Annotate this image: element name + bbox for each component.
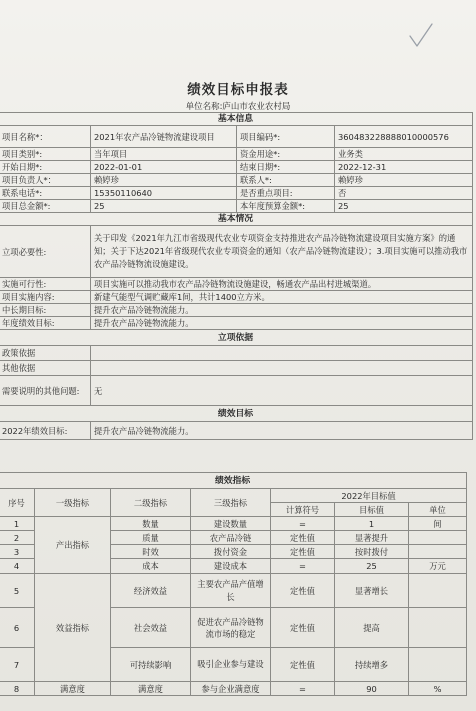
- unit-name: 单位名称:庐山市农业农村局: [185, 102, 291, 112]
- field-value: 业务类: [335, 148, 473, 161]
- cell-unit: %: [409, 682, 467, 696]
- field-value: 提升农产品冷链物流能力。: [91, 304, 473, 317]
- field-value: [91, 361, 473, 376]
- field-value: 2021年农产品冷链物流建设项目: [91, 126, 237, 148]
- field-value: 当年项目: [91, 148, 237, 161]
- cell-level3: 建设成本: [191, 559, 271, 574]
- cell-unit: 间: [409, 517, 467, 531]
- cell-seq: 6: [0, 608, 35, 648]
- cell-level2: 质量: [111, 531, 191, 545]
- cell-value: 持续增多: [335, 648, 409, 682]
- field-label: 政策依据: [0, 346, 91, 361]
- section-performance-goal: 绩效目标: [0, 406, 473, 422]
- cell-symbol: 定性值: [271, 545, 335, 559]
- section-indicators: 绩效指标: [0, 473, 467, 489]
- cell-unit: [409, 574, 467, 608]
- indicators-table: [0, 472, 467, 696]
- cell-unit: [409, 608, 467, 648]
- table-row: [0, 682, 467, 696]
- header-level3: 三级指标: [191, 489, 271, 517]
- field-label: 项目总金额*:: [0, 200, 91, 213]
- field-label: 资金用途*:: [237, 148, 335, 161]
- field-value: 360483228888010000576: [335, 126, 473, 148]
- cell-symbol: =: [271, 559, 335, 574]
- cell-seq: 8: [0, 682, 35, 696]
- field-value: 赖婷珍: [91, 174, 237, 187]
- cell-value: 显著提升: [335, 531, 409, 545]
- cell-level1: 满意度: [35, 682, 111, 696]
- cell-value: 25: [335, 559, 409, 574]
- field-label: 立项必要性:: [0, 226, 91, 278]
- cell-level2: 时效: [111, 545, 191, 559]
- header-seq: 序号: [0, 489, 35, 517]
- cell-seq: 3: [0, 545, 35, 559]
- field-label: 是否重点项目:: [237, 187, 335, 200]
- cell-symbol: 定性值: [271, 648, 335, 682]
- field-value: 赖婷珍: [335, 174, 473, 187]
- cell-value: 提高: [335, 608, 409, 648]
- cell-unit: [409, 531, 467, 545]
- field-value: 25: [91, 200, 237, 213]
- field-value: 否: [335, 187, 473, 200]
- cell-level3: 建设数量: [191, 517, 271, 531]
- header-level2: 二级指标: [111, 489, 191, 517]
- cell-symbol: 定性值: [271, 574, 335, 608]
- field-value: 项目实施可以推动我市农产品冷链物流设施建设，畅通农产品出村进城渠道。: [91, 278, 473, 291]
- table-row: [0, 574, 467, 608]
- header-target: 2022年目标值: [271, 489, 467, 503]
- section-basic-info: 基本信息: [0, 113, 473, 126]
- field-label: 需要说明的其他问题:: [0, 376, 91, 406]
- cell-seq: 7: [0, 648, 35, 682]
- field-value: 2022-01-01: [91, 161, 237, 174]
- cell-level2: 数量: [111, 517, 191, 531]
- field-label: 2022年绩效目标:: [0, 422, 91, 440]
- cell-seq: 2: [0, 531, 35, 545]
- cell-level3: 促进农产品冷链物流市场的稳定: [191, 608, 271, 648]
- header-level1: 一级指标: [35, 489, 111, 517]
- cell-unit: [409, 648, 467, 682]
- cell-level3: 拨付资金: [191, 545, 271, 559]
- cell-symbol: 定性值: [271, 608, 335, 648]
- field-value: 新建气能型气调贮藏库1间，共计1400立方米。: [91, 291, 473, 304]
- cell-unit: 万元: [409, 559, 467, 574]
- form-title: 绩效目标申报表: [187, 82, 289, 98]
- cell-level3: 吸引企业参与建设: [191, 648, 271, 682]
- cell-level1: 效益指标: [35, 574, 111, 682]
- cell-symbol: =: [271, 517, 335, 531]
- cell-value: 1: [335, 517, 409, 531]
- cell-level2: 满意度: [111, 682, 191, 696]
- field-value: 提升农产品冷链物流能力。: [91, 422, 473, 440]
- field-label: 实施可行性:: [0, 278, 91, 291]
- field-value: 25: [335, 200, 473, 213]
- checkmark-icon: [408, 22, 434, 50]
- cell-seq: 4: [0, 559, 35, 574]
- cell-value: 90: [335, 682, 409, 696]
- field-label: 结束日期*:: [237, 161, 335, 174]
- cell-symbol: 定性值: [271, 531, 335, 545]
- cell-level3: 主要农产品产值增长: [191, 574, 271, 608]
- cell-level2: 经济效益: [111, 574, 191, 608]
- field-label: 其他依据: [0, 361, 91, 376]
- table-row: [0, 517, 467, 531]
- field-label: 年度绩效目标:: [0, 317, 91, 330]
- section-basis: 立项依据: [0, 330, 473, 346]
- field-label: 项目编码*:: [237, 126, 335, 148]
- cell-seq: 5: [0, 574, 35, 608]
- field-value: 无: [91, 376, 473, 406]
- field-value: [91, 346, 473, 361]
- field-label: 本年度预算金额*:: [237, 200, 335, 213]
- cell-seq: 1: [0, 517, 35, 531]
- field-value: 关于印发《2021年九江市省级现代农业专项资金支持推进农产品冷链物流建设项目实施方案》的通知；关于下达2021年省级现代农业专项资金的通知（农产品冷链物流建设）；3.项目实施可以推动我市农产品冷链物流设施建设。: [91, 226, 473, 278]
- field-value: 15350110640: [91, 187, 237, 200]
- cell-value: 按时拨付: [335, 545, 409, 559]
- cell-unit: [409, 545, 467, 559]
- cell-level1: 产出指标: [35, 517, 111, 574]
- field-label: 项目负责人*：: [0, 174, 91, 187]
- field-label: 联系电话*:: [0, 187, 91, 200]
- basic-info-table: [0, 112, 473, 440]
- field-label: 开始日期*:: [0, 161, 91, 174]
- cell-level3: 农产品冷链: [191, 531, 271, 545]
- field-label: 联系人*:: [237, 174, 335, 187]
- cell-level2: 可持续影响: [111, 648, 191, 682]
- cell-level2: 成本: [111, 559, 191, 574]
- header-unit: 单位: [409, 503, 467, 517]
- cell-level3: 参与企业满意度: [191, 682, 271, 696]
- cell-value: 显著增长: [335, 574, 409, 608]
- field-label: 项目名称*：: [0, 126, 91, 148]
- header-value: 目标值: [335, 503, 409, 517]
- field-label: 项目类别*:: [0, 148, 91, 161]
- field-value: 提升农产品冷链物流能力。: [91, 317, 473, 330]
- field-value: 2022-12-31: [335, 161, 473, 174]
- cell-level2: 社会效益: [111, 608, 191, 648]
- section-basic-situation: 基本情况: [0, 213, 473, 226]
- cell-symbol: =: [271, 682, 335, 696]
- field-label: 项目实施内容:: [0, 291, 91, 304]
- header-symbol: 计算符号: [271, 503, 335, 517]
- field-label: 中长期目标:: [0, 304, 91, 317]
